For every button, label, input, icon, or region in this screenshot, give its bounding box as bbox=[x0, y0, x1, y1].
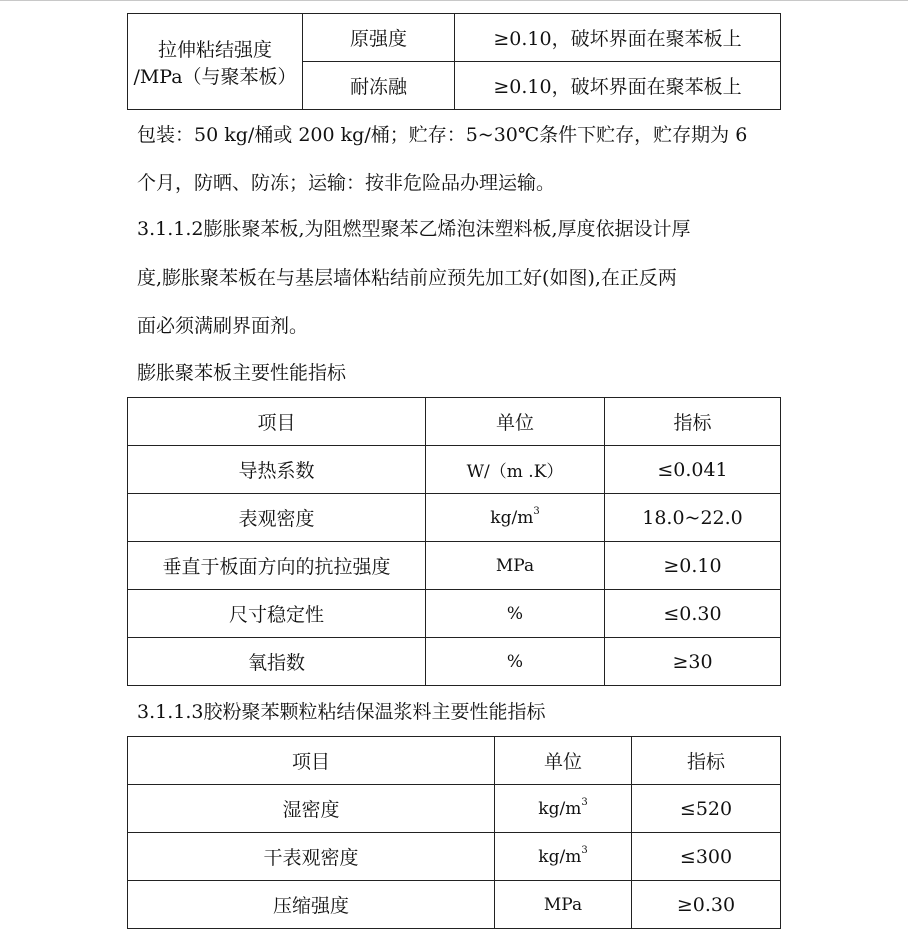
adhesion-strength-table bbox=[127, 13, 781, 110]
item-cell: 湿密度 bbox=[128, 785, 495, 833]
unit-cell: MPa bbox=[495, 881, 632, 929]
item-cell: 垂直于板面方向的抗拉强度 bbox=[128, 542, 426, 590]
unit-superscript: 3 bbox=[581, 844, 588, 856]
unit-cell: % bbox=[426, 638, 605, 686]
table-header-row bbox=[128, 398, 781, 446]
unit-superscript: 3 bbox=[533, 505, 540, 517]
header-item: 项目 bbox=[128, 398, 426, 446]
section-text-line1: 3.1.1.2膨胀聚苯板,为阻燃型聚苯乙烯泡沫塑料板,厚度依据设计厚 bbox=[137, 218, 691, 240]
section-text-line3: 面必须满刷界面剂。 bbox=[137, 315, 309, 337]
unit-superscript: 3 bbox=[581, 796, 588, 808]
table2-title: 膨胀聚苯板主要性能指标 bbox=[137, 362, 347, 384]
item-cell: 压缩强度 bbox=[128, 881, 495, 929]
value-cell: ≤0.30 bbox=[605, 590, 781, 638]
table-row bbox=[128, 638, 781, 686]
unit-cell: MPa bbox=[426, 542, 605, 590]
item-cell: 尺寸稳定性 bbox=[128, 590, 426, 638]
header-unit: 单位 bbox=[495, 737, 632, 785]
unit-cell bbox=[495, 833, 632, 881]
row-header-line1: 拉伸粘结强度 bbox=[157, 38, 272, 61]
value-cell: ≥0.10，破坏界面在聚苯板上 bbox=[455, 62, 781, 110]
table-row bbox=[128, 14, 781, 62]
item-cell: 氧指数 bbox=[128, 638, 426, 686]
table-row bbox=[128, 785, 781, 833]
packaging-text-line2: 个月，防晒、防冻；运输：按非危险品办理运输。 bbox=[137, 172, 556, 194]
value-cell: ≥0.30 bbox=[632, 881, 781, 929]
value-cell: ≤0.041 bbox=[605, 446, 781, 494]
item-cell: 干表观密度 bbox=[128, 833, 495, 881]
eps-board-properties-table bbox=[127, 397, 781, 686]
unit-cell bbox=[426, 494, 605, 542]
value-cell: ≥0.10 bbox=[605, 542, 781, 590]
table3-title: 3.1.1.3胶粉聚苯颗粒粘结保温浆料主要性能指标 bbox=[137, 701, 546, 723]
header-item: 项目 bbox=[128, 737, 495, 785]
unit-base: kg/m bbox=[490, 507, 534, 528]
condition-cell: 原强度 bbox=[303, 14, 455, 62]
unit-cell: W/（m .K） bbox=[426, 446, 605, 494]
section-text-line2: 度,膨胀聚苯板在与基层墙体粘结前应预先加工好(如图),在正反两 bbox=[137, 267, 677, 289]
value-cell: ≥30 bbox=[605, 638, 781, 686]
table-header-row bbox=[128, 737, 781, 785]
item-cell: 导热系数 bbox=[128, 446, 426, 494]
unit-base: kg/m bbox=[538, 846, 582, 867]
mortar-properties-table bbox=[127, 736, 781, 929]
header-value: 指标 bbox=[632, 737, 781, 785]
table-row bbox=[128, 833, 781, 881]
table-row bbox=[128, 542, 781, 590]
item-cell: 表观密度 bbox=[128, 494, 426, 542]
table-row bbox=[128, 494, 781, 542]
table-row bbox=[128, 881, 781, 929]
header-unit: 单位 bbox=[426, 398, 605, 446]
table-row bbox=[128, 590, 781, 638]
condition-cell: 耐冻融 bbox=[303, 62, 455, 110]
value-cell: ≤520 bbox=[632, 785, 781, 833]
unit-base: kg/m bbox=[538, 798, 582, 819]
row-header-line2: /MPa（与聚苯板） bbox=[133, 65, 297, 88]
header-value: 指标 bbox=[605, 398, 781, 446]
row-header-cell bbox=[128, 14, 303, 110]
table-row bbox=[128, 446, 781, 494]
value-cell: 18.0~22.0 bbox=[605, 494, 781, 542]
unit-cell bbox=[495, 785, 632, 833]
value-cell: ≤300 bbox=[632, 833, 781, 881]
unit-cell: % bbox=[426, 590, 605, 638]
value-cell: ≥0.10，破坏界面在聚苯板上 bbox=[455, 14, 781, 62]
page-top-border bbox=[0, 0, 908, 1]
packaging-text-line1: 包装：50 kg/桶或 200 kg/桶；贮存：5~30℃条件下贮存，贮存期为 6 bbox=[137, 124, 748, 146]
